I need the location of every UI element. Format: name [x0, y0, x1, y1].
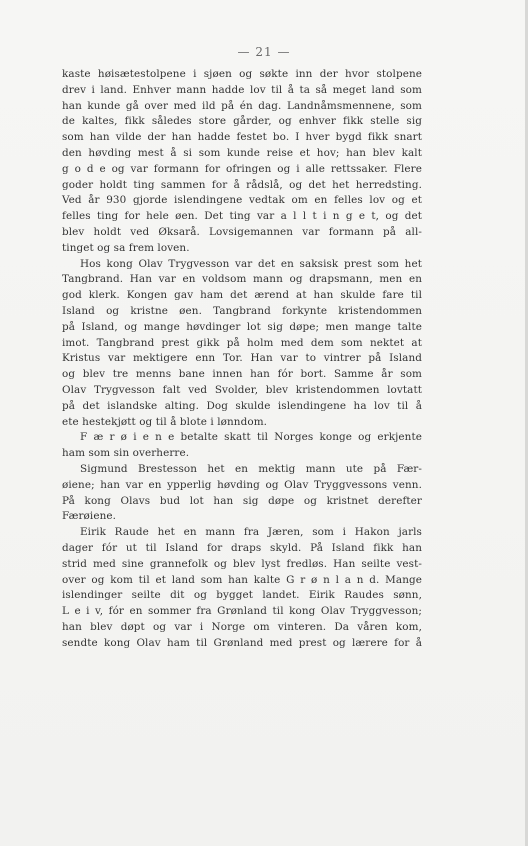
text-line: kaste høisætestolpene i sjøen og søkte inn der hvor stolpene	[62, 68, 422, 80]
text-line: den høvding mest å si som kunde reise et hov; han blev kalt	[62, 146, 422, 159]
text-line: Hos kong Olav Trygvesson var det en saksisk prest som het	[80, 257, 422, 270]
page-number: — 21 —	[237, 45, 291, 59]
paragraph-eirik	[62, 525, 422, 651]
text-line: Færøiene.	[62, 510, 117, 523]
text-line: drev i land. Enhver mann hadde lov til å ta så meget land som	[62, 83, 422, 96]
body-text	[62, 67, 422, 651]
text-line: Sigmund Brestesson het en mektig mann ute på Fær-	[80, 462, 422, 475]
text-line: Kristus var mektigere enn Tor. Han var to vintrer på Island	[62, 352, 422, 365]
text-line: over og kom til et land som han kalte G r ø n l a n d. Mange	[62, 573, 422, 586]
text-line: på Island, og mange høvdinger lot sig døpe; men mange talte	[62, 320, 422, 333]
text-line: imot. Tangbrand prest gikk på holm med dem som nektet at	[62, 336, 422, 349]
text-line: Eirik Raude het en mann fra Jæren, som i Hakon jarls	[80, 526, 422, 539]
text-line: L e i v, fór en sommer fra Grønland til kong Olav Tryggvesson;	[62, 605, 422, 618]
text-line: han kunde gå over med ild på én dag. Landnåmsmennene, som	[62, 99, 422, 112]
text-line: goder holdt ting sammen for å rådslå, og det het herredsting.	[62, 178, 422, 191]
paragraph-tangbrand	[62, 257, 422, 431]
text-line: sendte kong Olav ham til Grønland med prest og lærere for å	[62, 636, 422, 649]
text-line: de kaltes, fikk således store gårder, og enhver fikk stelle sig	[62, 115, 422, 128]
paragraph-sigmund	[62, 462, 422, 525]
text-line: øiene; han var en ypperlig høvding og Olav Tryggvessons venn.	[62, 478, 422, 491]
text-line: felles ting for hele øen. Det ting var a l l t i n g e t, og det	[62, 210, 422, 223]
text-line: tinget og sa frem loven.	[62, 241, 190, 254]
text-line: Olav Trygvesson falt ved Svolder, blev kristendommen lovtatt	[62, 383, 422, 396]
text-line: ham som sin overherre.	[62, 447, 190, 460]
paragraph-faroes	[62, 430, 422, 462]
text-line: Ved år 930 gjorde islendingene vedtak om en felles lov og et	[62, 194, 422, 207]
text-line: Tangbrand. Han var en voldsom mann og drapsmann, men en	[62, 273, 422, 286]
paragraph-althing	[62, 67, 422, 257]
text-line: han blev døpt og var i Norge om vinteren. Da våren kom,	[62, 620, 422, 633]
text-line: og blev tre menns bane innen han fór bort. Samme år som	[62, 368, 422, 381]
text-line: dager fór ut til Island for draps skyld. På Island fikk han	[62, 541, 422, 554]
text-line: ete hestekjøtt og til å blote i lønndom.	[62, 415, 268, 428]
text-line: blev holdt ved Øksarå. Lovsigemannen var formann på all-	[62, 225, 422, 238]
text-line: islendinger seilte dit og bygget landet. Eirik Raudes sønn,	[62, 589, 422, 602]
text-line: Island og kristne øen. Tangbrand forkynte kristendommen	[62, 304, 422, 317]
text-line: strid med sine grannefolk og blev lyst fredløs. Han seilte vest-	[62, 557, 422, 570]
text-line: g o d e og var formann for ofringen og i alle rettssaker. Flere	[62, 162, 422, 175]
text-line: På kong Olavs bud lot han sig døpe og kristnet derefter	[62, 494, 422, 507]
text-line: som han vilde der han hadde festet bo. I hver bygd fikk snart	[62, 131, 422, 144]
text-line: F æ r ø i e n e betalte skatt til Norges konge og erkjente	[80, 431, 422, 444]
text-line: på det islandske alting. Dog skulde islendingene ha lov til å	[62, 399, 422, 412]
text-line: god klerk. Kongen gav ham det ærend at han skulde fare til	[62, 289, 422, 302]
